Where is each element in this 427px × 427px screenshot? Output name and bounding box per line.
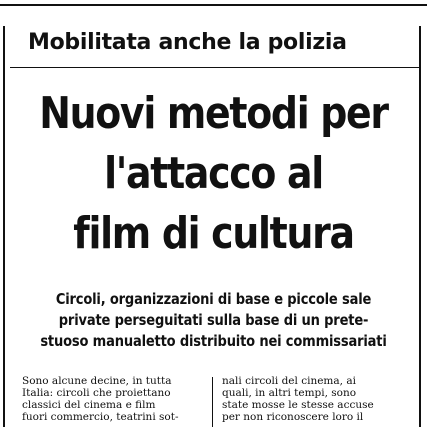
subhead-line: stuoso manualetto distribuito nei commissariati <box>40 332 387 350</box>
right-border-rule <box>419 26 421 427</box>
body-line: quali, in altri tempi, sono <box>222 387 357 399</box>
body-line: state mosse le stesse accuse <box>222 399 374 411</box>
kicker-headline: Mobilitata anche la polizia <box>28 30 347 55</box>
subhead-line: Circoli, organizzazioni di base e piccole sale <box>55 290 372 308</box>
body-line: nali circoli del cinema, ai <box>222 375 356 387</box>
subheadline <box>28 289 399 352</box>
body-line: classici del cinema e film <box>22 399 156 411</box>
kicker-divider <box>10 67 419 68</box>
headline-line: film di cultura <box>73 208 354 259</box>
body-column-right <box>222 375 412 423</box>
main-headline <box>30 84 397 264</box>
left-border-rule <box>3 26 5 427</box>
headline-line: Nuovi metodi per <box>39 88 388 139</box>
top-rule <box>0 4 427 6</box>
column-separator <box>212 377 213 427</box>
body-line: Sono alcune decine, in tutta <box>22 375 172 387</box>
body-line: fuori commercio, teatrini sot- <box>22 411 179 423</box>
body-line: Italia: circoli che proiettano <box>22 387 171 399</box>
subhead-line: private perseguitati sulla base di un prete- <box>58 311 369 329</box>
body-line: per non riconoscere loro il <box>222 411 364 423</box>
headline-line: l'attacco al <box>104 148 323 199</box>
body-column-left <box>22 375 207 423</box>
